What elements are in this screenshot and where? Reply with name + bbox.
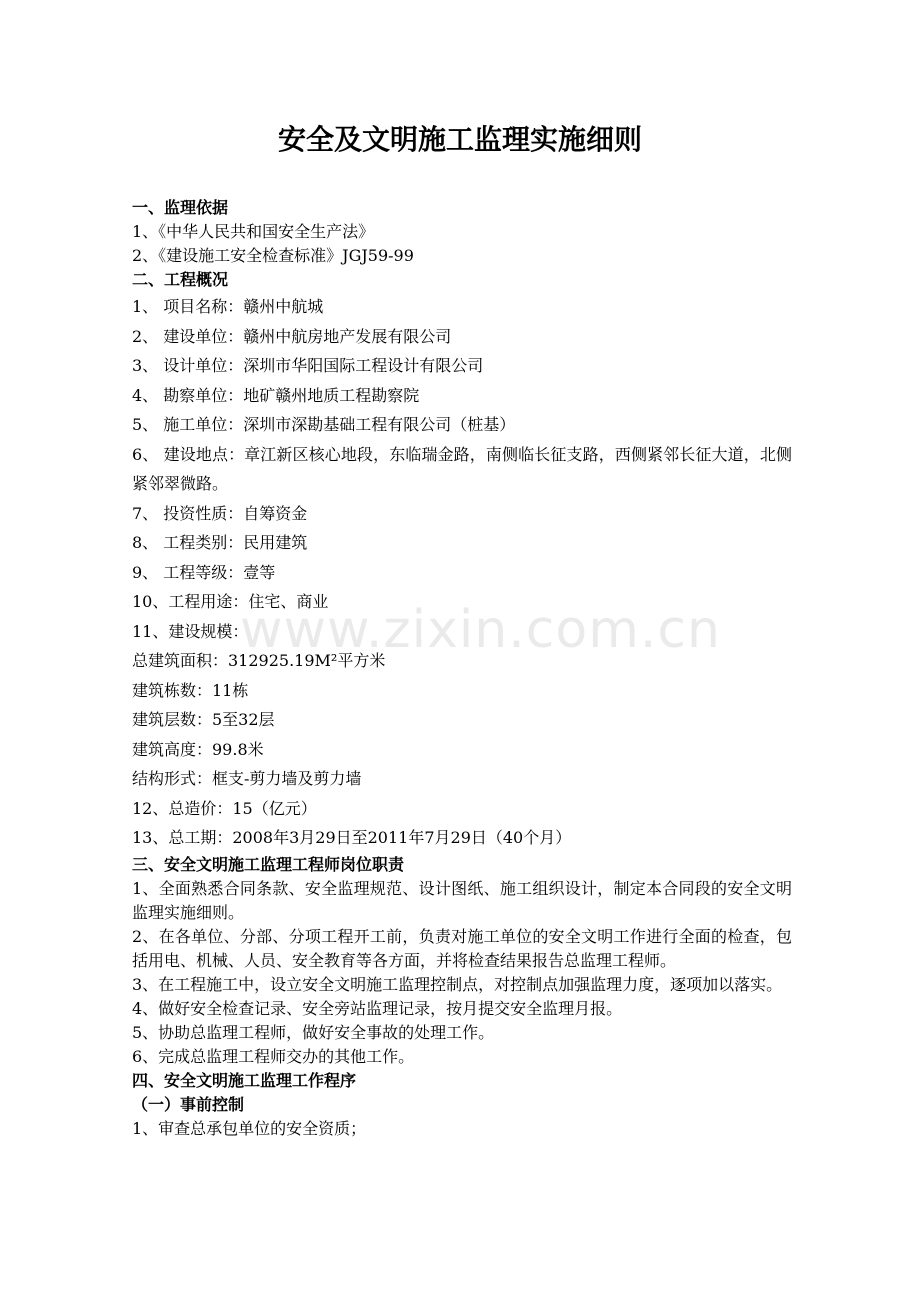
list-item: 建筑栋数：11栋	[132, 680, 249, 700]
list-item: 6、 建设地点：章江新区核心地段，东临瑞金路，南侧临长征支路，西侧紧邻长征大道，北侧紧邻翠微路。	[132, 444, 792, 493]
list-item: 5、协助总监理工程师，做好安全事故的处理工作。	[132, 1022, 495, 1042]
list-item: 13、总工期：2008年3月29日至2011年7月29日（40个月）	[132, 828, 572, 847]
list-item: 11、建设规模：	[132, 621, 249, 641]
list-item: 建筑高度：99.8米	[132, 739, 264, 759]
list-item: 1、《中华人民共和国安全生产法》	[132, 222, 375, 241]
list-item: 1、审查总承包单位的安全资质；	[132, 1118, 367, 1138]
list-item: 6、完成总监理工程师交办的其他工作。	[132, 1046, 415, 1066]
section-heading: 三、安全文明施工监理工程师岗位职责	[132, 854, 405, 874]
list-item: 2、《建设施工安全检查标准》JGJ59-99	[132, 246, 414, 265]
list-item: 7、 投资性质：自筹资金	[132, 503, 308, 523]
list-item: 9、 工程等级：壹等	[132, 562, 276, 582]
section-heading: 四、安全文明施工监理工作程序	[132, 1070, 357, 1090]
list-item: 总建筑面积：312925.19M²平方米	[132, 651, 386, 670]
subsection-heading: （一）事前控制	[132, 1094, 245, 1114]
list-item: 1、 项目名称：赣州中航城	[132, 297, 324, 316]
list-item: 2、 建设单位：赣州中航房地产发展有限公司	[132, 326, 452, 346]
watermark: www.zixin.com.cn	[240, 600, 721, 660]
list-item: 8、 工程类别：民用建筑	[132, 533, 308, 552]
list-item: 10、工程用途：住宅、商业	[132, 592, 329, 611]
list-item: 1、全面熟悉合同条款、安全监理规范、设计图纸、施工组织设计，制定本合同段的安全文明监理实施细则。	[132, 878, 792, 922]
list-item: 建筑层数：5至32层	[132, 710, 275, 729]
list-item: 5、 施工单位：深圳市深勘基础工程有限公司（桩基）	[132, 415, 516, 434]
list-item: 4、 勘察单位：地矿赣州地质工程勘察院	[132, 385, 420, 405]
document-body	[132, 196, 792, 1141]
document-title: 安全及文明施工监理实施细则	[277, 123, 642, 156]
list-item: 3、 设计单位：深圳市华阳国际工程设计有限公司	[132, 356, 484, 375]
list-item: 12、总造价：15（亿元）	[132, 798, 317, 818]
list-item: 4、做好安全检查记录、安全旁站监理记录，按月提交安全监理月报。	[132, 998, 623, 1018]
list-item: 结构形式：框支-剪力墙及剪力墙	[132, 769, 362, 788]
list-item: 3、在工程施工中，设立安全文明施工监理控制点，对控制点加强监理力度，逐项加以落实。	[132, 974, 783, 994]
section-heading: 二、工程概况	[132, 270, 229, 289]
section-heading: 一、监理依据	[132, 198, 229, 217]
list-item: 2、在各单位、分部、分项工程开工前，负责对施工单位的安全文明工作进行全面的检查，包括用电、机械、人员、安全教育等各方面，并将检查结果报告总监理工程师。	[132, 926, 792, 970]
